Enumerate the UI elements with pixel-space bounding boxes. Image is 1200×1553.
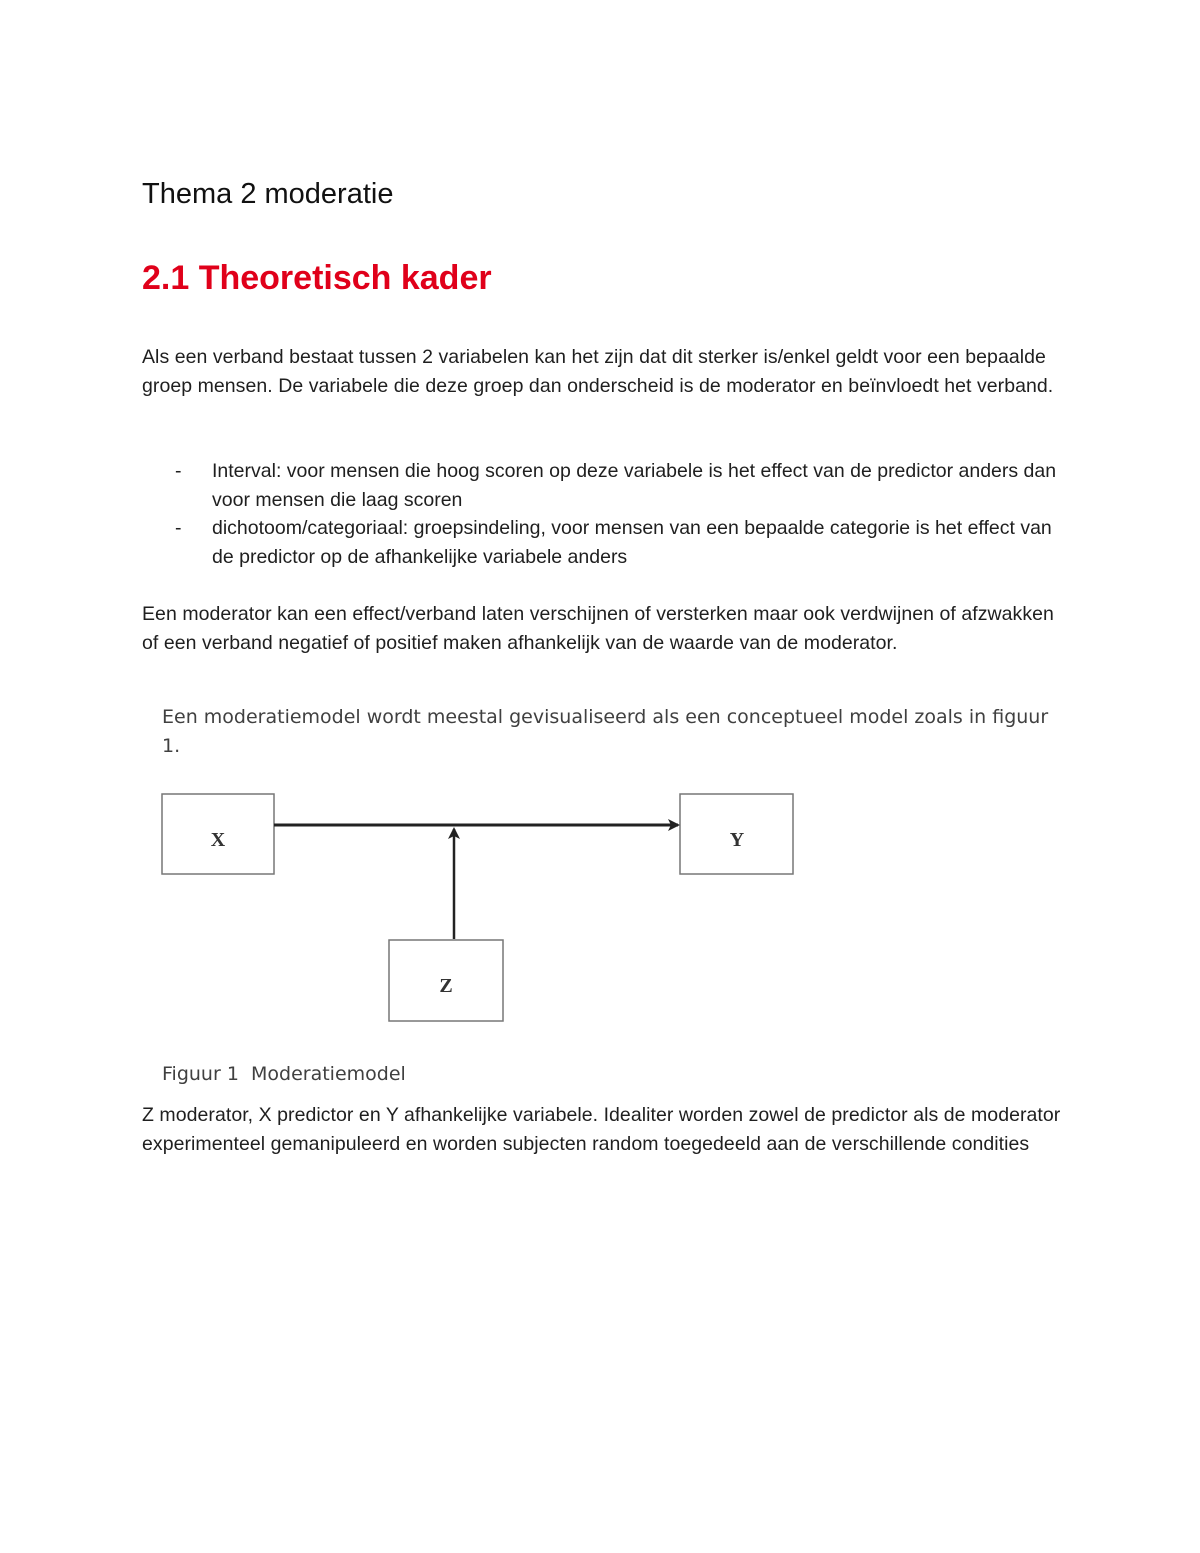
- variables-paragraph: Z moderator, X predictor en Y afhankelijke variabele. Idealiter worden zowel de predictor als de moderator experimenteel gemanipuleerd en worden subjecten random toegedeeld aan de verschillende condities: [142, 1104, 1061, 1155]
- bullet-list: [142, 457, 1072, 571]
- moderation-model-diagram: [150, 780, 820, 1040]
- box-x-label: X: [210, 829, 226, 851]
- list-item: [142, 514, 1072, 571]
- list-item: [142, 457, 1072, 514]
- moderator-paragraph: Een moderator kan een effect/verband laten verschijnen of versterken maar ook verdwijnen of afzwakken of een verband negatief of positief maken afhankelijk van de waarde van de moderator.: [142, 603, 1054, 654]
- figure-caption: Figuur 1 Moderatiemodel: [162, 1063, 406, 1085]
- document-title: Thema 2 moderatie: [142, 178, 394, 210]
- list-item-text: dichotoom/categoriaal: groepsindeling, voor mensen van een bepaalde categorie is het effect van de predictor op de afhankelijke variabele anders: [212, 517, 1052, 568]
- embedded-figure-text: Een moderatiemodel wordt meestal gevisualiseerd als een conceptueel model zoals in figuur 1.: [162, 706, 1049, 757]
- box-y-label: Y: [729, 829, 745, 851]
- list-item-text: Interval: voor mensen die hoog scoren op deze variabele is het effect van de predictor anders dan voor mensen die laag scoren: [212, 460, 1057, 511]
- bullet-dash: -: [175, 517, 182, 539]
- section-heading: 2.1 Theoretisch kader: [142, 259, 492, 297]
- box-z-label: Z: [439, 975, 453, 997]
- intro-paragraph: Als een verband bestaat tussen 2 variabelen kan het zijn dat dit sterker is/enkel geldt voor een bepaalde groep mensen. De variabele die deze groep dan onderscheid is de moderator en beïnvloedt het verband.: [142, 346, 1054, 397]
- bullet-dash: -: [175, 460, 182, 482]
